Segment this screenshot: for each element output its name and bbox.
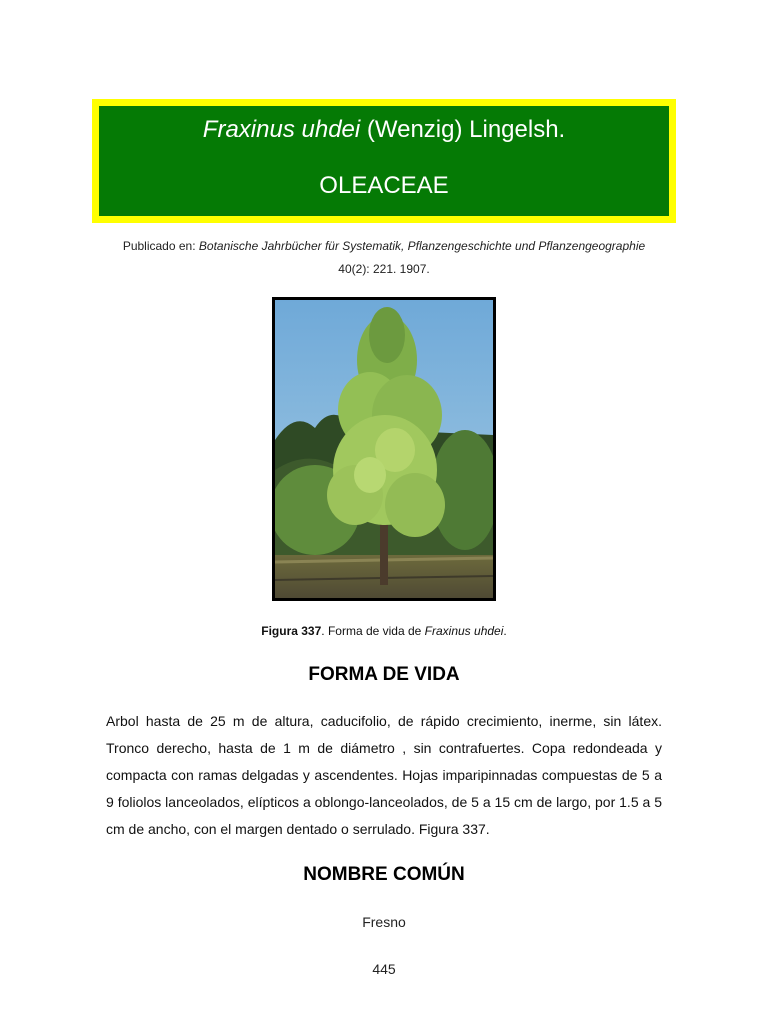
publication-prefix: Publicado en: <box>122 239 199 253</box>
family-name: OLEACEAE <box>319 172 449 199</box>
forma-de-vida-heading: FORMA DE VIDA <box>308 664 460 685</box>
page-number: 445 <box>372 961 396 977</box>
tree-photo <box>272 297 496 601</box>
nombre-comun-heading: NOMBRE COMÚN <box>303 864 465 885</box>
forma-de-vida-text: Arbol hasta de 25 m de altura, caducifolio, de rápido crecimiento, inerme, sin látex. Tronco derecho, hasta de 1 m de diámetro , sin contrafuertes. Copa redondeada y compacta con ramas delgadas y ascendentes. Hojas imparipinnadas compuestas de 5 a 9 foliolos lanceolados, elípticos a oblongo-lanceolados, de 5 a 15 cm de largo, por 1.5 a 5 cm de ancho, con el margen dentado o serrulado. Figura 337. <box>106 713 662 837</box>
species-authority: (Wenzig) Lingelsh. <box>360 116 566 143</box>
species-header <box>92 99 676 223</box>
publication-note <box>60 235 708 281</box>
publication-citation: 40(2): 221. 1907. <box>338 262 430 276</box>
figure-text: . Forma de vida de <box>321 624 425 638</box>
tree-illustration <box>275 300 493 598</box>
figure-species: Fraxinus uhdei <box>424 624 504 638</box>
species-name: Fraxinus uhdei <box>202 116 361 143</box>
common-name-value: Fresno <box>362 914 406 930</box>
species-title <box>99 114 669 146</box>
figure-caption <box>0 622 768 640</box>
figure-label: Figura 337 <box>261 624 322 638</box>
publication-journal: Botanische Jahrbücher für Systematik, Pflanzengeschichte und Pflanzengeographie <box>198 239 646 253</box>
figure-end: . <box>503 624 507 638</box>
